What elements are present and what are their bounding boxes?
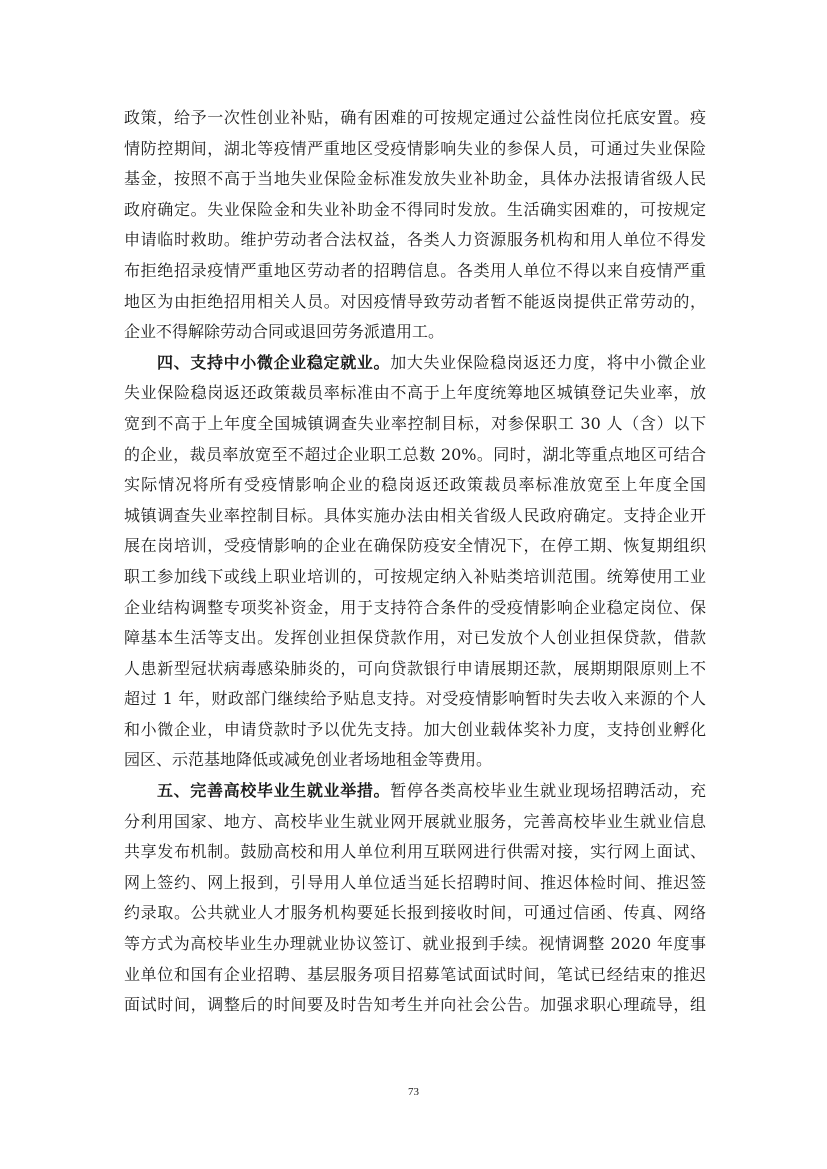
text-line: 实际情况将所有受疫情影响企业的稳岗返还政策裁员率标准放宽至上年度全国: [124, 475, 706, 495]
text-line: 城镇调查失业率控制目标。具体实施办法由相关省级人民政府确定。支持企业开: [124, 505, 706, 525]
text-line: 地区为由拒绝招用相关人员。对因疫情导致劳动者暂不能返岗提供正常劳动的，: [124, 291, 706, 311]
text-line: 企业不得解除劳动合同或退回劳务派遣用工。: [124, 322, 445, 342]
text-line: 展在岗培训，受疫情影响的企业在确保防疫安全情况下，在停工期、恢复期组织: [124, 536, 706, 556]
text-line: 人患新型冠状病毒感染肺炎的，可向贷款银行申请展期还款，展期期限原则上不: [124, 658, 706, 678]
text-line: 网上签约、网上报到，引导用人单位适当延长招聘时间、推迟体检时间、推迟签: [124, 872, 706, 892]
document-body: [124, 103, 706, 1021]
text-line: 政策，给予一次性创业补贴，确有困难的可按规定通过公益性岗位托底安置。疫: [124, 108, 706, 127]
text-line: 分利用国家、地方、高校毕业生就业网开展就业服务，完善高校毕业生就业信息: [124, 811, 706, 831]
text-line: 布拒绝招录疫情严重地区劳动者的招聘信息。各类用人单位不得以来自疫情严重: [124, 260, 706, 280]
section-4-first-line: [124, 348, 706, 379]
text-line: 申请临时救助。维护劳动者合法权益，各类人力资源服务机构和用人单位不得发: [124, 230, 706, 250]
text-line: 宽到不高于上年度全国城镇调查失业率控制目标，对参保职工 30 人（含）以下: [124, 413, 706, 433]
text-line: 等方式为高校毕业生办理就业协议签订、就业报到手续。视情调整 2020 年度事: [124, 934, 706, 954]
text-line: 失业保险稳岗返还政策裁员率标准由不高于上年度统筹地区城镇登记失业率，放: [124, 383, 706, 403]
section-4-heading: 四、支持中小微企业稳定就业。: [157, 352, 391, 372]
text-line: 的企业，裁员率放宽至不超过企业职工总数 20%。同时，湖北等重点地区可结合: [124, 444, 706, 464]
text-line: 面试时间，调整后的时间要及时告知考生并向社会公告。加强求职心理疏导，组: [124, 995, 706, 1015]
text-line: 基金，按照不高于当地失业保险金标准发放失业补助金，具体办法报请省级人民: [124, 169, 706, 189]
text-line: 企业结构调整专项奖补资金，用于支持符合条件的受疫情影响企业稳定岗位、保: [124, 597, 706, 617]
text-line: 政府确定。失业保险金和失业补助金不得同时发放。生活确实困难的，可按规定: [124, 199, 706, 219]
section-5-first-text: 暂停各类高校毕业生就业现场招聘活动，充: [390, 781, 706, 801]
text-line: 超过 1 年，财政部门继续给予贴息支持。对受疫情影响暂时失去收入来源的个人: [124, 689, 706, 709]
text-line: 职工参加线下或线上职业培训的，可按规定纳入补贴类培训范围。统筹使用工业: [124, 566, 706, 586]
section-4-first-text: 加大失业保险稳岗返还力度，将中小微企业: [390, 352, 706, 372]
page-number: 73: [408, 1086, 419, 1098]
text-line: 障基本生活等支出。发挥创业担保贷款作用，对已发放个人创业担保贷款，借款: [124, 628, 706, 648]
text-line: 约录取。公共就业人才服务机构要延长报到接收时间，可通过信函、传真、网络: [124, 903, 706, 923]
text-line: 业单位和国有企业招聘、基层服务项目招募笔试面试时间，笔试已经结束的推迟: [124, 964, 706, 984]
section-5-heading: 五、完善高校毕业生就业举措。: [157, 781, 391, 801]
text-line: 共享发布机制。鼓励高校和用人单位利用互联网进行供需对接，实行网上面试、: [124, 842, 706, 862]
text-line: 和小微企业，申请贷款时予以优先支持。加大创业载体奖补力度，支持创业孵化: [124, 719, 706, 739]
section-5-first-line: [124, 776, 706, 807]
text-line: 园区、示范基地降低或减免创业者场地租金等费用。: [124, 750, 493, 770]
text-line: 情防控期间，湖北等疫情严重地区受疫情影响失业的参保人员，可通过失业保险: [124, 138, 706, 158]
